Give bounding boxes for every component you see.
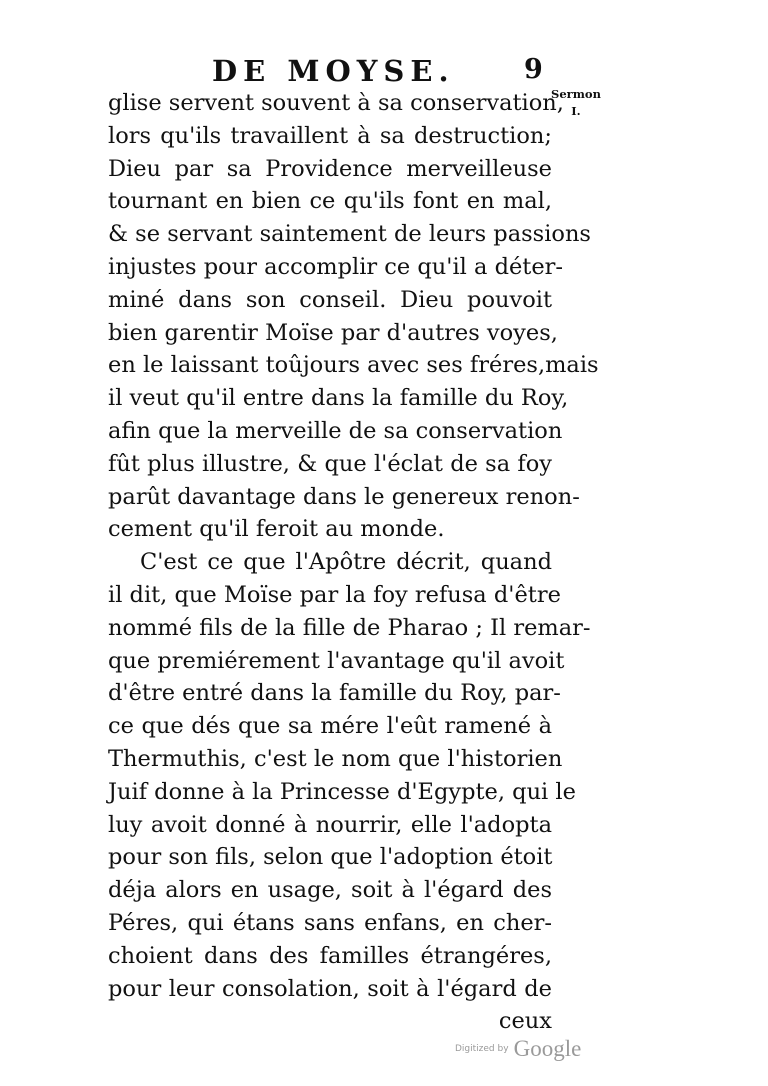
page-number: 9 bbox=[524, 54, 543, 85]
running-head bbox=[110, 54, 550, 88]
text-line: cement qu'il feroit au monde. bbox=[108, 516, 445, 543]
text-line: fût plus illustre, & que l'éclat de sa foy bbox=[108, 450, 552, 477]
text-line: que premiérement l'avantage qu'il avoit bbox=[108, 647, 565, 674]
text-line: Péres, qui étans sans enfans, en cher- bbox=[108, 909, 552, 936]
text-line: bien garentir Moïse par d'autres voyes, bbox=[108, 319, 558, 346]
text-line: d'être entré dans la famille du Roy, par- bbox=[108, 680, 561, 707]
text-line: nommé fils de la fille de Pharao ; Il remar- bbox=[108, 614, 591, 641]
digitization-watermark bbox=[455, 1036, 581, 1062]
text-line: il dit, que Moïse par la foy refusa d'être bbox=[108, 581, 561, 608]
text-line: injustes pour accomplir ce qu'il a déter- bbox=[108, 253, 563, 280]
text-line: miné dans son conseil. Dieu pouvoit bbox=[108, 286, 552, 313]
margin-note-number: I. bbox=[571, 104, 581, 118]
text-line: pour son fils, selon que l'adoption étoit bbox=[108, 844, 553, 871]
text-line: afin que la merveille de sa conservation bbox=[108, 417, 563, 444]
text-line: ce que dés que sa mére l'eût ramené à bbox=[108, 713, 552, 740]
paragraph-start-line: C'est ce que l'Apôtre décrit, quand bbox=[140, 549, 552, 576]
margin-note-label: Sermon bbox=[551, 87, 601, 101]
google-logo: Google bbox=[513, 1036, 582, 1061]
text-line: déja alors en usage, soit à l'égard des bbox=[108, 877, 552, 904]
text-line: en le laissant toûjours avec ses fréres,mais bbox=[108, 352, 599, 379]
text-line: Juif donne à la Princesse d'Egypte, qui le bbox=[108, 778, 576, 805]
text-line: tournant en bien ce qu'ils font en mal, bbox=[108, 188, 552, 215]
text-line: Thermuthis, c'est le nom que l'historien bbox=[108, 745, 563, 772]
text-line: lors qu'ils travaillent à sa destruction; bbox=[108, 122, 552, 149]
text-line: pour leur consolation, soit à l'égard de bbox=[108, 975, 552, 1002]
text-line: Dieu par sa Providence merveilleuse bbox=[108, 155, 552, 182]
text-line: & se servant saintement de leurs passions bbox=[108, 221, 591, 248]
digitized-label: Digitized by bbox=[455, 1044, 509, 1054]
text-line: parût davantage dans le genereux renon- bbox=[108, 483, 580, 510]
text-line: choient dans des familles étrangéres, bbox=[108, 942, 552, 969]
text-line: glise servent souvent à sa conservation, bbox=[108, 90, 564, 116]
catchword: ceux bbox=[498, 1008, 552, 1035]
text-line: il veut qu'il entre dans la famille du Roy, bbox=[108, 385, 569, 412]
text-line: luy avoit donné à nourrir, elle l'adopta bbox=[108, 811, 552, 838]
running-title: DE MOYSE. bbox=[212, 54, 455, 88]
